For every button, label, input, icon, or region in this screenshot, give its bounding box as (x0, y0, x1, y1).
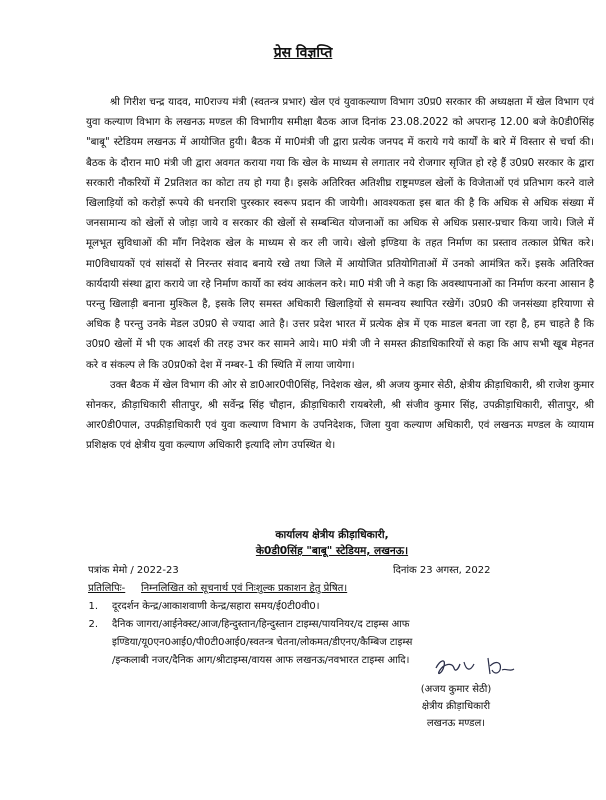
paragraph-meeting-summary: श्री गिरीश चन्द्र यादव, मा0राज्य मंत्री (स्वतन्त्र प्रभार) खेल एवं युवाकल्याण विभाग उ0प्र0 सरकार की अध्यक्षता में खेल विभाग एवं युवा कल्याण विभाग के लखनऊ मण्डल की विभागीय समीक्षा बैठक आज दिनांक 23.08.2022 को अपरान्ह 12.00 बजे के0डी0सिंह "बाबू" स्टेडियम लखनऊ में आयोजित हुयी। बैठक में मा0मंत्री जी द्वारा प्रत्येक जनपद में कराये गये कार्यों के बारे में विस्तार से चर्चा की। बैठक के दौरान मा0 मंत्री जी द्वारा अवगत कराया गया कि खेल के माध्यम से लगातार नये रोजगार सृजित हो रहे हैं उ0प्र0 सरकार के द्वारा सरकारी नौकरियों में 2प्रतिशत का कोटा तय हो गया है। इसके अतिरिक्त अतिशीघ्र राष्ट्रमण्डल खेलों के विजेताओं एवं प्रतिभाग करने वाले खिलाड़ियों को करोड़ों रूपये की धनराशि पुरस्कार स्वरूप प्रदान की जायेगी। आवश्यकता इस बात की है कि अधिक से अधिक संख्या में जनसामान्य को खेलों से जोड़ा जाये व सरकार की खेलों से सम्बन्धित योजनाओं का अधिक से अधिक प्रसार-प्रचार किया जाये। जिले में मूलभूत सुविधाओं की माँग निदेशक खेल के माध्यम से कर ली जाये। खेलो इण्डिया के तहत निर्माण का प्रस्ताव तत्काल प्रेषित करे। मा0विधायकों एवं सांसदों से निरन्तर संवाद बनाये रखे तथा जिले में आयोजित प्रतियोगिताओं में उनको आमंत्रित करें। इसके अतिरिक्त कार्यदायी संस्था द्वारा कराये जा रहे निर्माण कार्यो का स्वंय आकंलन करे। मा0 मंत्री जी ने कहा कि अवस्थापनाओं का निर्माण करना आसान है परन्तु खिलाड़ी बनाना मुश्किल है, इसके लिए समस्त अधिकारी खिलाड़ियों से समन्वय स्थापित रखेगें। उ0प्र0 की जनसंख्या हरियाणा से अधिक है परन्तु उनके मेडल उ0प्र0 से ज्यादा आते है। उत्तर प्रदेश भारत में प्रत्येक क्षेत्र में एक माडल बनता जा रहा है, हम चाहते है कि उ0प्र0 खेलों में भी एक आदर्श की तरह उभर कर सामने आये। मा0 मंत्री जी ने समस्त क्रीडाधिकारियों से कहा कि आप सभी खूब मेहनत करे व संकल्प ले कि उ0प्र0को देश में नम्बर-1 की स्थिति में लाया जायेगा। (86, 97, 594, 371)
list-item-line: इण्डिया/यू0एन0आई0/पी0टी0आई0/स्वतन्त्र चेतना/लोकमत/डीएनए/कैम्बिज टाइम्स (112, 637, 413, 648)
body-text (86, 93, 594, 457)
handwritten-signature (430, 652, 530, 680)
signatory-block (400, 681, 512, 732)
list-item-number: 1. (88, 601, 98, 612)
list-item-line: /इन्कलाबी नजर/दैनिक आग/श्रीटाइम्स/वायस आफ लखनऊ/नवभारत टाइम्स आदि। (112, 655, 410, 666)
office-line-1: कार्यालय क्षेत्रीय क्रीड़ाधिकारी, (275, 529, 389, 541)
reference-number: पत्रांक मेमो / 2022-23 (88, 565, 179, 576)
list-item-line: दैनिक जागरा/आईनेक्स्ट/आज/हिन्दुस्तान/हिन्दुस्तान टाइम्स/पायनियर/द टाइम्स आफ (112, 619, 410, 630)
signatory-designation: क्षेत्रीय क्रीड़ाधिकारी (421, 701, 491, 712)
list-item-number: 2. (88, 619, 98, 630)
office-heading (222, 527, 442, 559)
list-item (88, 598, 588, 616)
signatory-name: (अजय कुमार सेठी) (420, 684, 492, 695)
title-text: प्रेस विज्ञप्ति (273, 45, 333, 61)
issue-date: दिनांक 23 अगस्त, 2022 (393, 565, 491, 576)
list-item-line: दूरदर्शन केन्द्र/आकाशवाणी केन्द्र/सहारा समय/ई0टी0वी0। (112, 601, 320, 612)
copy-to-label: प्रतिलिपिः- (88, 583, 126, 594)
copy-to-row (88, 580, 588, 594)
signatory-place: लखनऊ मण्डल। (426, 718, 486, 729)
office-line-2: के0डी0सिंह "बाबू" स्टेडियम, लखनऊ। (255, 545, 409, 557)
copy-to-text: निम्नलिखित को सूचनार्थ एवं निःशुल्क प्रकाशन हेतु प्रेषित। (141, 583, 348, 594)
paragraph-attendees: उक्त बैठक में खेल विभाग की ओर से डा0आर0पी0सिंह, निदेशक खेल, श्री अजय कुमार सेठी, क्षेत्रीय क्रीड़ाधिकारी, श्री राजेश कुमार सोनकर, क्रीड़ाधिकारी सीतापुर, श्री सर्वेन्द्र सिंह चौहान, क्रीड़ाधिकारी रायबरेली, श्री संजीव कुमार सिंह, उपक्रीड़ाधिकारी, सीतापुर, श्री आर0डी0पाल, उपक्रीड़ाधिकारी एवं युवा कल्याण विभाग के उपनिदेशक, जिला युवा कल्याण अधिकारी, एवं लखनऊ मण्डल के व्यायाम प्रशिक्षक एवं क्षेत्रीय युवा कल्याण अधिकारी इत्यादि लोग उपस्थित थे। (86, 379, 594, 452)
document-title (0, 43, 606, 62)
